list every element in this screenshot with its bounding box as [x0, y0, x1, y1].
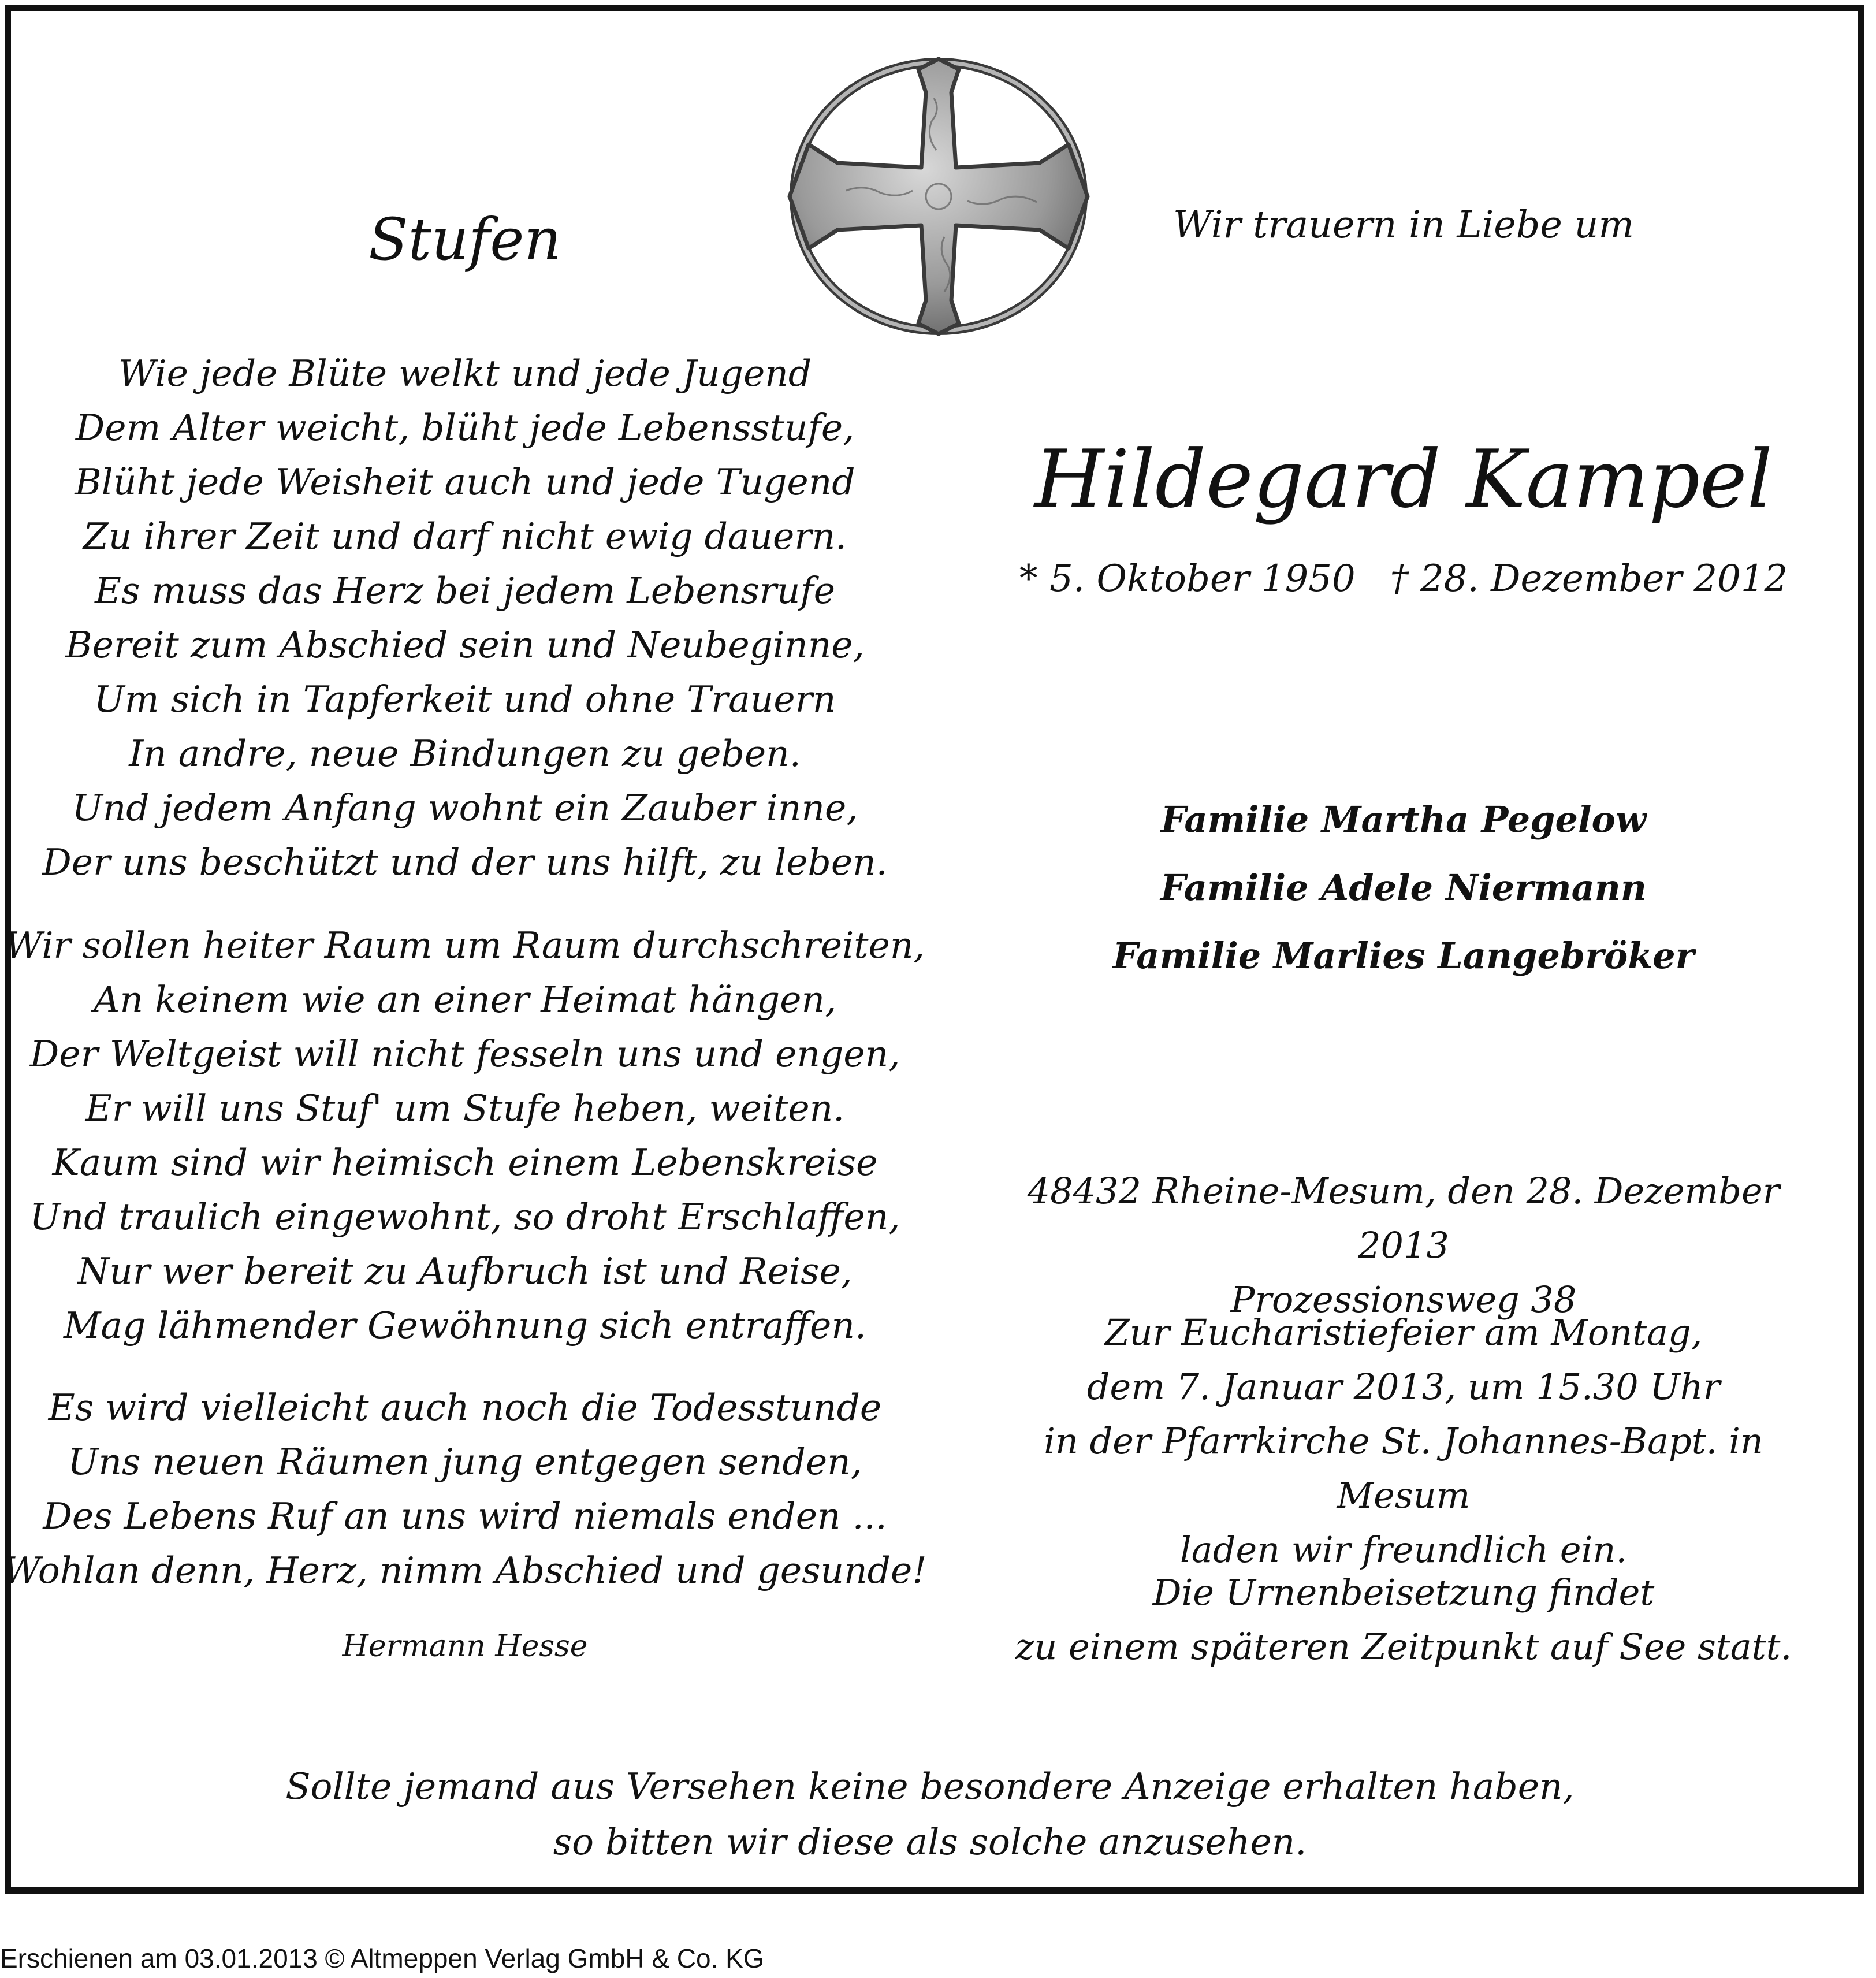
address-line: 48432 Rheine-Mesum, den 28. Dezember 2013: [1027, 1170, 1780, 1266]
poem-line: Wir sollen heiter Raum um Raum durchschreiten,: [5, 924, 925, 966]
mass-line: dem 7. Januar 2013, um 15.30 Uhr: [1086, 1366, 1721, 1408]
closing-line: so bitten wir diese als solche anzusehen.: [553, 1821, 1307, 1863]
family-list: [988, 786, 1819, 990]
death-date: † 28. Dezember 2012: [1390, 557, 1788, 600]
poem-line: Und traulich eingewohnt, so droht Erschlaffen,: [29, 1196, 900, 1238]
poem-title: Stufen: [368, 206, 561, 273]
mass-line: in der Pfarrkirche St. Johannes-Bapt. in Mesum: [1044, 1420, 1763, 1516]
poem-line: Er will uns Stuf' um Stufe heben, weiten.: [85, 1087, 845, 1129]
poem-stanza-1: [0, 347, 930, 890]
mass-line: laden wir freundlich ein.: [1179, 1529, 1628, 1571]
poem-line: Des Lebens Ruf an uns wird niemals enden ...: [43, 1495, 887, 1537]
life-dates: [988, 552, 1819, 606]
poem-line: Der Weltgeist will nicht fesseln uns und engen,: [29, 1033, 900, 1075]
address-line: Prozessionsweg 38: [1230, 1278, 1577, 1321]
mass-line: Zur Eucharistiefeier am Montag,: [1104, 1311, 1703, 1354]
poem-stanza-2: [0, 919, 930, 1353]
urn-line: zu einem späteren Zeitpunkt auf See statt.: [1015, 1626, 1792, 1668]
poem-line: Kaum sind wir heimisch einem Lebenskreise: [52, 1142, 878, 1184]
poem-line: An keinem wie an einer Heimat hängen,: [93, 979, 837, 1021]
poem-line: Blüht jede Weisheit auch und jede Tugend: [75, 461, 855, 503]
poem-line: Um sich in Tapferkeit und ohne Trauern: [94, 678, 836, 720]
poem-line: Wie jede Blüte welkt und jede Jugend: [118, 352, 812, 395]
birth-date: * 5. Oktober 1950: [1019, 557, 1356, 600]
closing-note: [23, 1759, 1837, 1870]
mass-announcement: [988, 1306, 1819, 1577]
poem-line: Und jedem Anfang wohnt ein Zauber inne,: [72, 787, 858, 829]
poem-line: Dem Alter weicht, blüht jede Lebensstufe,: [75, 407, 855, 449]
poem-line: Nur wer bereit zu Aufbruch ist und Reise,: [77, 1250, 853, 1292]
closing-line: Sollte jemand aus Versehen keine besondere Anzeige erhalten haben,: [285, 1765, 1574, 1808]
poem-line: Es wird vielleicht auch noch die Todesstunde: [48, 1386, 882, 1429]
poem-line: Der uns beschützt und der uns hilft, zu leben.: [42, 841, 888, 883]
poem-author: Hermann Hesse: [342, 1629, 588, 1664]
family-name: Familie Adele Niermann: [1160, 867, 1647, 909]
publication-footer: Erschienen am 03.01.2013 © Altmeppen Verlag GmbH & Co. KG: [0, 1943, 764, 1973]
urn-line: Die Urnenbeisetzung findet: [1152, 1571, 1655, 1613]
poem-line: Uns neuen Räumen jung entgegen senden,: [68, 1441, 862, 1483]
poem-line: Es muss das Herz bei jedem Lebensrufe: [94, 570, 836, 612]
mourning-line: Wir trauern in Liebe um: [1172, 203, 1635, 247]
urn-burial-note: [988, 1566, 1819, 1674]
poem-line: Mag lähmender Gewöhnung sich entraffen.: [64, 1304, 866, 1347]
poem-line: In andre, neue Bindungen zu geben.: [129, 733, 801, 775]
poem-stanza-3: [0, 1381, 930, 1598]
deceased-name: Hildegard Kampel: [1034, 433, 1773, 526]
family-name: Familie Martha Pegelow: [1160, 798, 1647, 841]
poem-line: Bereit zum Abschied sein und Neubeginne,: [65, 624, 865, 666]
family-name: Familie Marlies Langebröker: [1112, 935, 1695, 977]
poem-line: Zu ihrer Zeit und darf nicht ewig dauern.: [83, 515, 847, 557]
poem-line: Wohlan denn, Herz, nimm Abschied und gesunde!: [3, 1549, 927, 1592]
address-block: [988, 1164, 1819, 1327]
